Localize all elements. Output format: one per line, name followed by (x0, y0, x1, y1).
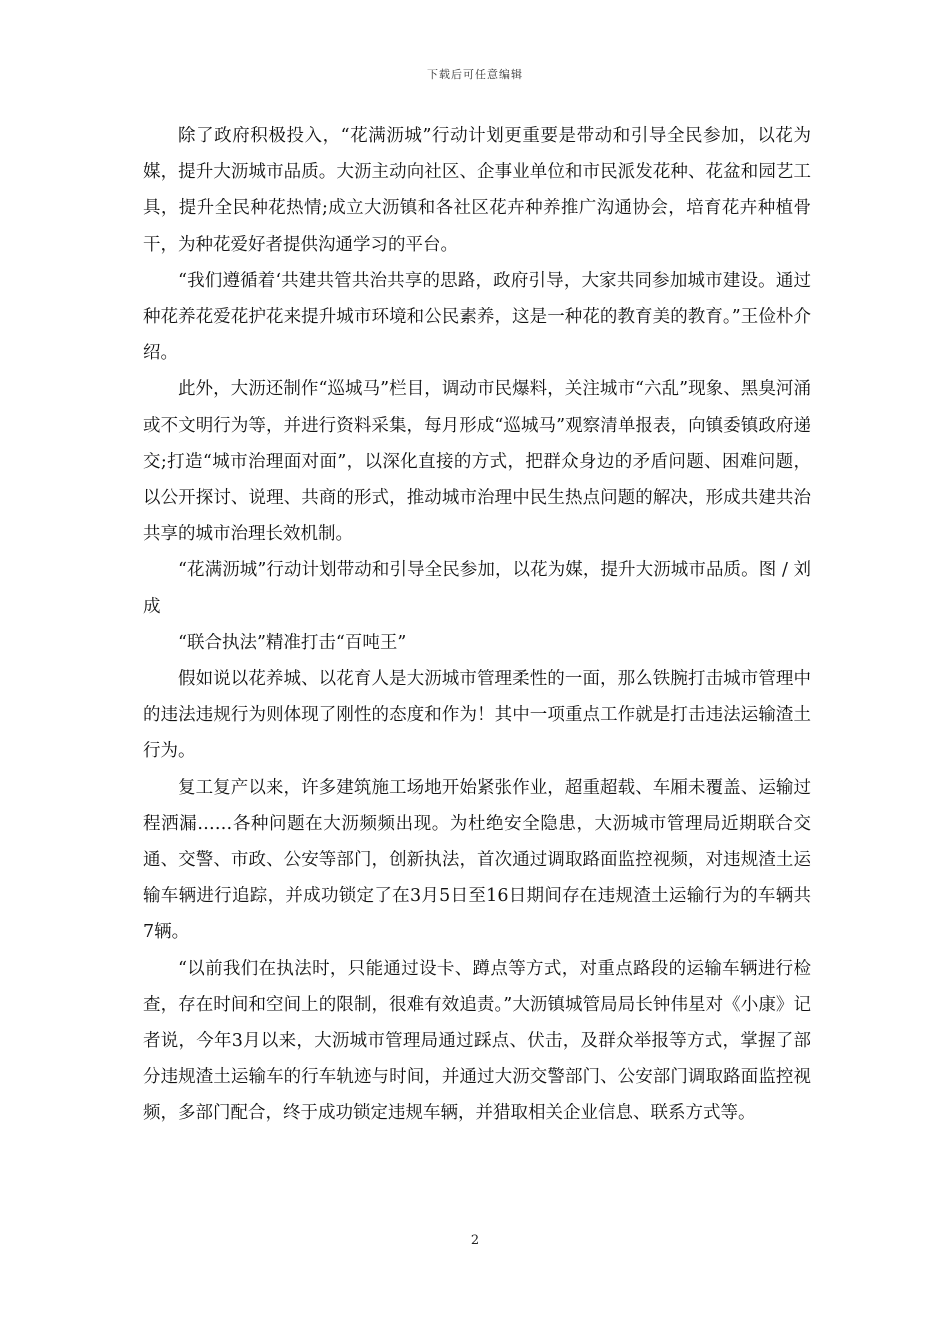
section-heading: “联合执法”精准打击“百吨王” (178, 632, 407, 653)
paragraph-2: “我们遵循着‘共建共管共治共享的思路，政府引导，大家共同参加城市建设。通过种花养花爱花护花来提升城市环境和公民素养，这是一种花的教育美的教育。”王俭朴介绍。 (143, 270, 811, 364)
page-number: 2 (470, 1233, 480, 1248)
paragraph-6: 假如说以花养城、以花育人是大沥城市管理柔性的一面，那么铁腕打击城市管理中的违法违规行为则体现了刚性的态度和作为！其中一项重点工作就是打击违法运输渣土行为。 (143, 669, 811, 762)
paragraph-3: 此外，大沥还制作“巡城马”栏目，调动市民爆料，关注城市“六乱”现象、黑臭河涌或不文明行为等，并进行资料采集，每月形成“巡城马”观察清单报表，向镇委镇政府递交;打造“城市治理面对面”，以深化直接的方式，把群众身边的矛盾问题、困难问题，以公开探讨、说理、共商的形式，推动城市治理中民生热点问题的解决，形成共建共治共享的城市治理长效机制。 (143, 379, 811, 545)
paragraph-8: “以前我们在执法时，只能通过设卡、蹲点等方式，对重点路段的运输车辆进行检查，存在时间和空间上的限制，很难有效追责。”大沥镇城管局局长钟伟星对《小康》记者说，今年3月以来，大沥城市管理局通过踩点、伏击，及群众举报等方式，掌握了部分违规渣土运输车的行车轨迹与时间，并通过大沥交警部门、公安部门调取路面监控视频，多部门配合，终于成功锁定违规车辆，并猎取相关企业信息、联系方式等。 (143, 958, 811, 1124)
paragraph-4-caption: “花满沥城”行动计划带动和引导全民参加，以花为媒，提升大沥城市品质。图 / 刘成 (143, 560, 811, 617)
body-text (143, 118, 811, 1132)
paragraph-1: 除了政府积极投入，“花满沥城”行动计划更重要是带动和引导全民参加，以花为媒，提升大沥城市品质。大沥主动向社区、企事业单位和市民派发花种、花盆和园艺工具，提升全民种花热情;成立大沥镇和各社区花卉种养推广沟通协会，培育花卉种植骨干，为种花爱好者提供沟通学习的平台。 (143, 126, 811, 255)
header-note: 下载后可任意编辑 (427, 68, 523, 81)
paragraph-7: 复工复产以来，许多建筑施工场地开始紧张作业，超重超载、车厢未覆盖、运输过程洒漏……各种问题在大沥频频出现。为杜绝安全隐患，大沥城市管理局近期联合交通、交警、市政、公安等部门，创新执法，首次通过调取路面监控视频，对违规渣土运输车辆进行追踪，并成功锁定了在3月5日至16日期间存在违规渣土运输行为的车辆共7辆。 (143, 777, 811, 943)
